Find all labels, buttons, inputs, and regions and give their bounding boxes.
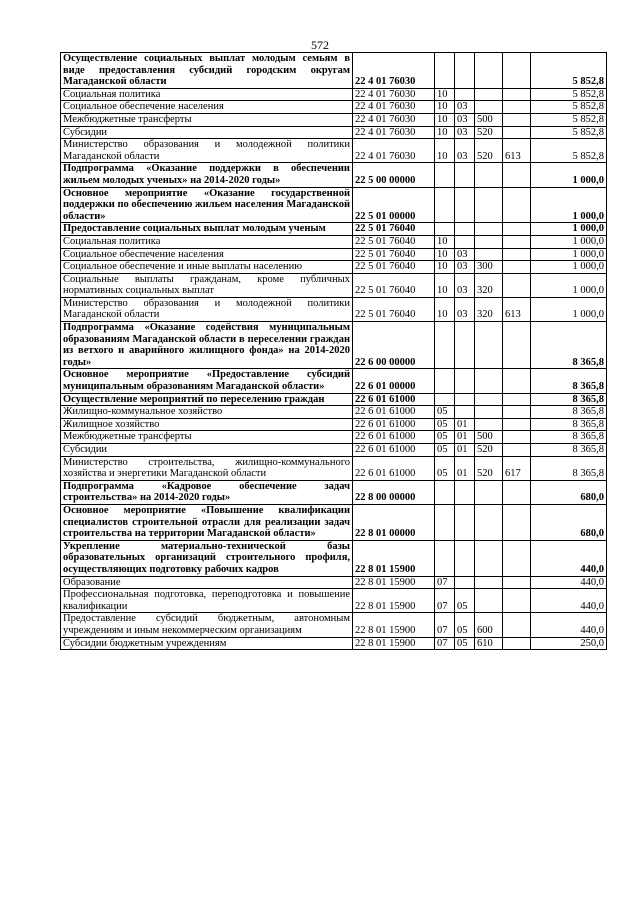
subsection-code: 01 [455,456,475,480]
amount: 1 000,0 [531,248,607,261]
target-code: 22 8 01 15900 [353,613,435,637]
expense-type-code [475,369,503,393]
expense-type-code [475,101,503,114]
ministry-code [503,113,531,126]
ministry-code [503,637,531,650]
expense-type-code: 500 [475,431,503,444]
section-code: 10 [435,88,455,101]
section-code: 07 [435,637,455,650]
target-code: 22 5 01 76040 [353,235,435,248]
section-code: 10 [435,101,455,114]
subsection-code [455,480,475,504]
ministry-code: 617 [503,456,531,480]
section-code [435,322,455,369]
subsection-code: 05 [455,613,475,637]
amount: 250,0 [531,637,607,650]
table-row [61,113,607,126]
expense-type-code [475,576,503,589]
target-code: 22 6 01 00000 [353,369,435,393]
subsection-code: 03 [455,273,475,297]
target-code: 22 8 01 15900 [353,589,435,613]
expense-type-code [475,248,503,261]
table-row [61,637,607,650]
target-code: 22 5 01 76040 [353,248,435,261]
section-code: 10 [435,113,455,126]
ministry-code [503,88,531,101]
target-code: 22 6 01 61000 [353,406,435,419]
expense-type-code: 600 [475,613,503,637]
row-name: Подпрограмма «Кадровое обеспечение задач строительства» на 2014-2020 годы» [61,480,353,504]
subsection-code: 03 [455,261,475,274]
expense-type-code [475,88,503,101]
amount: 8 365,8 [531,418,607,431]
section-code: 10 [435,273,455,297]
expense-type-code: 300 [475,261,503,274]
ministry-code [503,369,531,393]
row-name: Образование [61,576,353,589]
ministry-code [503,393,531,406]
subsection-code: 01 [455,444,475,457]
ministry-code [503,444,531,457]
section-code [435,163,455,187]
section-code [435,480,455,504]
table-row [61,431,607,444]
subsection-code: 03 [455,113,475,126]
table-row [61,393,607,406]
subsection-code [455,322,475,369]
amount: 5 852,8 [531,139,607,163]
row-name: Осуществление социальных выплат молодым семьям в виде предоставления субсидий городским округам Магаданской области [61,53,353,89]
expense-type-code [475,322,503,369]
ministry-code [503,431,531,444]
target-code: 22 8 01 15900 [353,540,435,576]
ministry-code [503,273,531,297]
amount: 8 365,8 [531,456,607,480]
subsection-code: 03 [455,101,475,114]
section-code: 07 [435,613,455,637]
expense-type-code [475,589,503,613]
ministry-code [503,322,531,369]
expense-type-code [475,504,503,540]
subsection-code [455,163,475,187]
subsection-code [455,223,475,236]
section-code: 07 [435,589,455,613]
row-name: Жилищное хозяйство [61,418,353,431]
expense-type-code [475,163,503,187]
subsection-code [455,88,475,101]
table-row [61,248,607,261]
section-code [435,187,455,223]
table-row [61,444,607,457]
subsection-code: 01 [455,418,475,431]
budget-table [60,52,607,650]
ministry-code: 613 [503,139,531,163]
expense-type-code [475,418,503,431]
ministry-code [503,576,531,589]
section-code: 10 [435,126,455,139]
amount: 680,0 [531,480,607,504]
row-name: Субсидии [61,444,353,457]
row-name: Социальное обеспечение населения [61,101,353,114]
amount: 440,0 [531,589,607,613]
row-name: Субсидии [61,126,353,139]
row-name: Основное мероприятие «Предоставление субсидий муниципальным образованиям Магаданской области» [61,369,353,393]
section-code: 10 [435,297,455,321]
section-code [435,393,455,406]
target-code: 22 6 01 61000 [353,431,435,444]
ministry-code [503,163,531,187]
row-name: Основное мероприятие «Повышение квалификации специалистов строительной отрасли для реализации задач строительства на территории Магаданской области» [61,504,353,540]
amount: 1 000,0 [531,187,607,223]
subsection-code [455,406,475,419]
target-code: 22 8 01 00000 [353,504,435,540]
table-row [61,273,607,297]
table-row [61,418,607,431]
section-code [435,504,455,540]
ministry-code [503,540,531,576]
row-name: Социальная политика [61,88,353,101]
amount: 1 000,0 [531,261,607,274]
amount: 8 365,8 [531,369,607,393]
subsection-code: 01 [455,431,475,444]
table-body [61,53,607,650]
table-row [61,456,607,480]
table-row [61,369,607,393]
subsection-code [455,53,475,89]
target-code: 22 6 01 61000 [353,456,435,480]
table-row [61,576,607,589]
ministry-code [503,406,531,419]
row-name: Межбюджетные трансферты [61,431,353,444]
amount: 1 000,0 [531,223,607,236]
row-name: Профессиональная подготовка, переподготовка и повышение квалификации [61,589,353,613]
target-code: 22 4 01 76030 [353,113,435,126]
target-code: 22 5 01 76040 [353,297,435,321]
row-name: Укрепление материально-технической базы образовательных организаций строительного профиля, осуществляющих подготовку рабочих кадров [61,540,353,576]
table-row [61,613,607,637]
ministry-code [503,235,531,248]
amount: 1 000,0 [531,163,607,187]
subsection-code [455,576,475,589]
target-code: 22 8 01 15900 [353,576,435,589]
expense-type-code [475,393,503,406]
row-name: Подпрограмма «Оказание содействия муниципальным образованиям Магаданской области в переселении граждан из ветхого и аварийного жилищного фонда» на 2014-2020 годы» [61,322,353,369]
section-code [435,369,455,393]
amount: 8 365,8 [531,406,607,419]
target-code: 22 8 00 00000 [353,480,435,504]
table-row [61,126,607,139]
amount: 8 365,8 [531,322,607,369]
row-name: Министерство образования и молодежной политики Магаданской области [61,297,353,321]
target-code: 22 6 01 61000 [353,393,435,406]
amount: 1 000,0 [531,273,607,297]
subsection-code [455,369,475,393]
section-code: 07 [435,576,455,589]
expense-type-code [475,53,503,89]
subsection-code: 03 [455,297,475,321]
table-row [61,297,607,321]
section-code [435,223,455,236]
ministry-code [503,261,531,274]
amount: 1 000,0 [531,235,607,248]
amount: 440,0 [531,576,607,589]
expense-type-code [475,480,503,504]
row-name: Министерство образования и молодежной политики Магаданской области [61,139,353,163]
row-name: Социальное обеспечение населения [61,248,353,261]
amount: 440,0 [531,540,607,576]
expense-type-code: 520 [475,126,503,139]
section-code: 05 [435,406,455,419]
expense-type-code: 520 [475,444,503,457]
target-code: 22 4 01 76030 [353,88,435,101]
section-code: 05 [435,444,455,457]
subsection-code: 03 [455,126,475,139]
expense-type-code: 610 [475,637,503,650]
amount: 5 852,8 [531,113,607,126]
ministry-code [503,248,531,261]
expense-type-code: 520 [475,139,503,163]
table-row [61,139,607,163]
expense-type-code: 500 [475,113,503,126]
expense-type-code [475,406,503,419]
target-code: 22 4 01 76030 [353,53,435,89]
section-code [435,53,455,89]
section-code: 05 [435,456,455,480]
amount: 680,0 [531,504,607,540]
row-name: Основное мероприятие «Оказание государственной поддержки по обеспечению жильем населения Магаданской области» [61,187,353,223]
target-code: 22 6 01 61000 [353,418,435,431]
ministry-code: 613 [503,297,531,321]
row-name: Социальное обеспечение и иные выплаты населению [61,261,353,274]
row-name: Предоставление субсидий бюджетным, автономным учреждениям и иным некоммерческим организациям [61,613,353,637]
amount: 8 365,8 [531,431,607,444]
target-code: 22 6 00 00000 [353,322,435,369]
expense-type-code [475,235,503,248]
ministry-code [503,418,531,431]
expense-type-code [475,540,503,576]
amount: 5 852,8 [531,53,607,89]
table-row [61,540,607,576]
target-code: 22 5 01 76040 [353,273,435,297]
table-row [61,235,607,248]
expense-type-code: 320 [475,297,503,321]
ministry-code [503,126,531,139]
subsection-code [455,504,475,540]
section-code: 10 [435,248,455,261]
ministry-code [503,53,531,89]
subsection-code [455,235,475,248]
row-name: Министерство строительства, жилищно-коммунального хозяйства и энергетики Магаданской области [61,456,353,480]
expense-type-code [475,187,503,223]
target-code: 22 5 01 76040 [353,223,435,236]
target-code: 22 6 01 61000 [353,444,435,457]
expense-type-code [475,223,503,236]
section-code: 05 [435,418,455,431]
section-code: 05 [435,431,455,444]
target-code: 22 4 01 76030 [353,101,435,114]
table-row [61,261,607,274]
row-name: Социальные выплаты гражданам, кроме публичных нормативных социальных выплат [61,273,353,297]
expense-type-code: 520 [475,456,503,480]
ministry-code [503,223,531,236]
row-name: Социальная политика [61,235,353,248]
table-row [61,589,607,613]
subsection-code [455,540,475,576]
amount: 8 365,8 [531,444,607,457]
section-code [435,540,455,576]
target-code: 22 5 01 76040 [353,261,435,274]
amount: 5 852,8 [531,126,607,139]
subsection-code: 03 [455,248,475,261]
row-name: Осуществление мероприятий по переселению граждан [61,393,353,406]
subsection-code [455,393,475,406]
target-code: 22 8 01 15900 [353,637,435,650]
table-row [61,223,607,236]
table-row [61,406,607,419]
section-code: 10 [435,261,455,274]
amount: 8 365,8 [531,393,607,406]
ministry-code [503,589,531,613]
subsection-code: 05 [455,589,475,613]
target-code: 22 5 01 00000 [353,187,435,223]
table-row [61,53,607,89]
table-row [61,88,607,101]
amount: 440,0 [531,613,607,637]
amount: 5 852,8 [531,101,607,114]
section-code: 10 [435,139,455,163]
ministry-code [503,187,531,223]
row-name: Межбюджетные трансферты [61,113,353,126]
target-code: 22 4 01 76030 [353,126,435,139]
table-row [61,480,607,504]
amount: 1 000,0 [531,297,607,321]
row-name: Подпрограмма «Оказание поддержки в обеспечении жильем молодых ученых» на 2014-2020 годы» [61,163,353,187]
page-number: 572 [311,38,329,52]
table-row [61,322,607,369]
table-row [61,187,607,223]
ministry-code [503,101,531,114]
subsection-code: 03 [455,139,475,163]
ministry-code [503,504,531,540]
row-name: Предоставление социальных выплат молодым ученым [61,223,353,236]
target-code: 22 5 00 00000 [353,163,435,187]
ministry-code [503,613,531,637]
target-code: 22 4 01 76030 [353,139,435,163]
expense-type-code: 320 [475,273,503,297]
ministry-code [503,480,531,504]
row-name: Жилищно-коммунальное хозяйство [61,406,353,419]
amount: 5 852,8 [531,88,607,101]
row-name: Субсидии бюджетным учреждениям [61,637,353,650]
table-row [61,101,607,114]
table-row [61,504,607,540]
subsection-code [455,187,475,223]
section-code: 10 [435,235,455,248]
table-row [61,163,607,187]
subsection-code: 05 [455,637,475,650]
